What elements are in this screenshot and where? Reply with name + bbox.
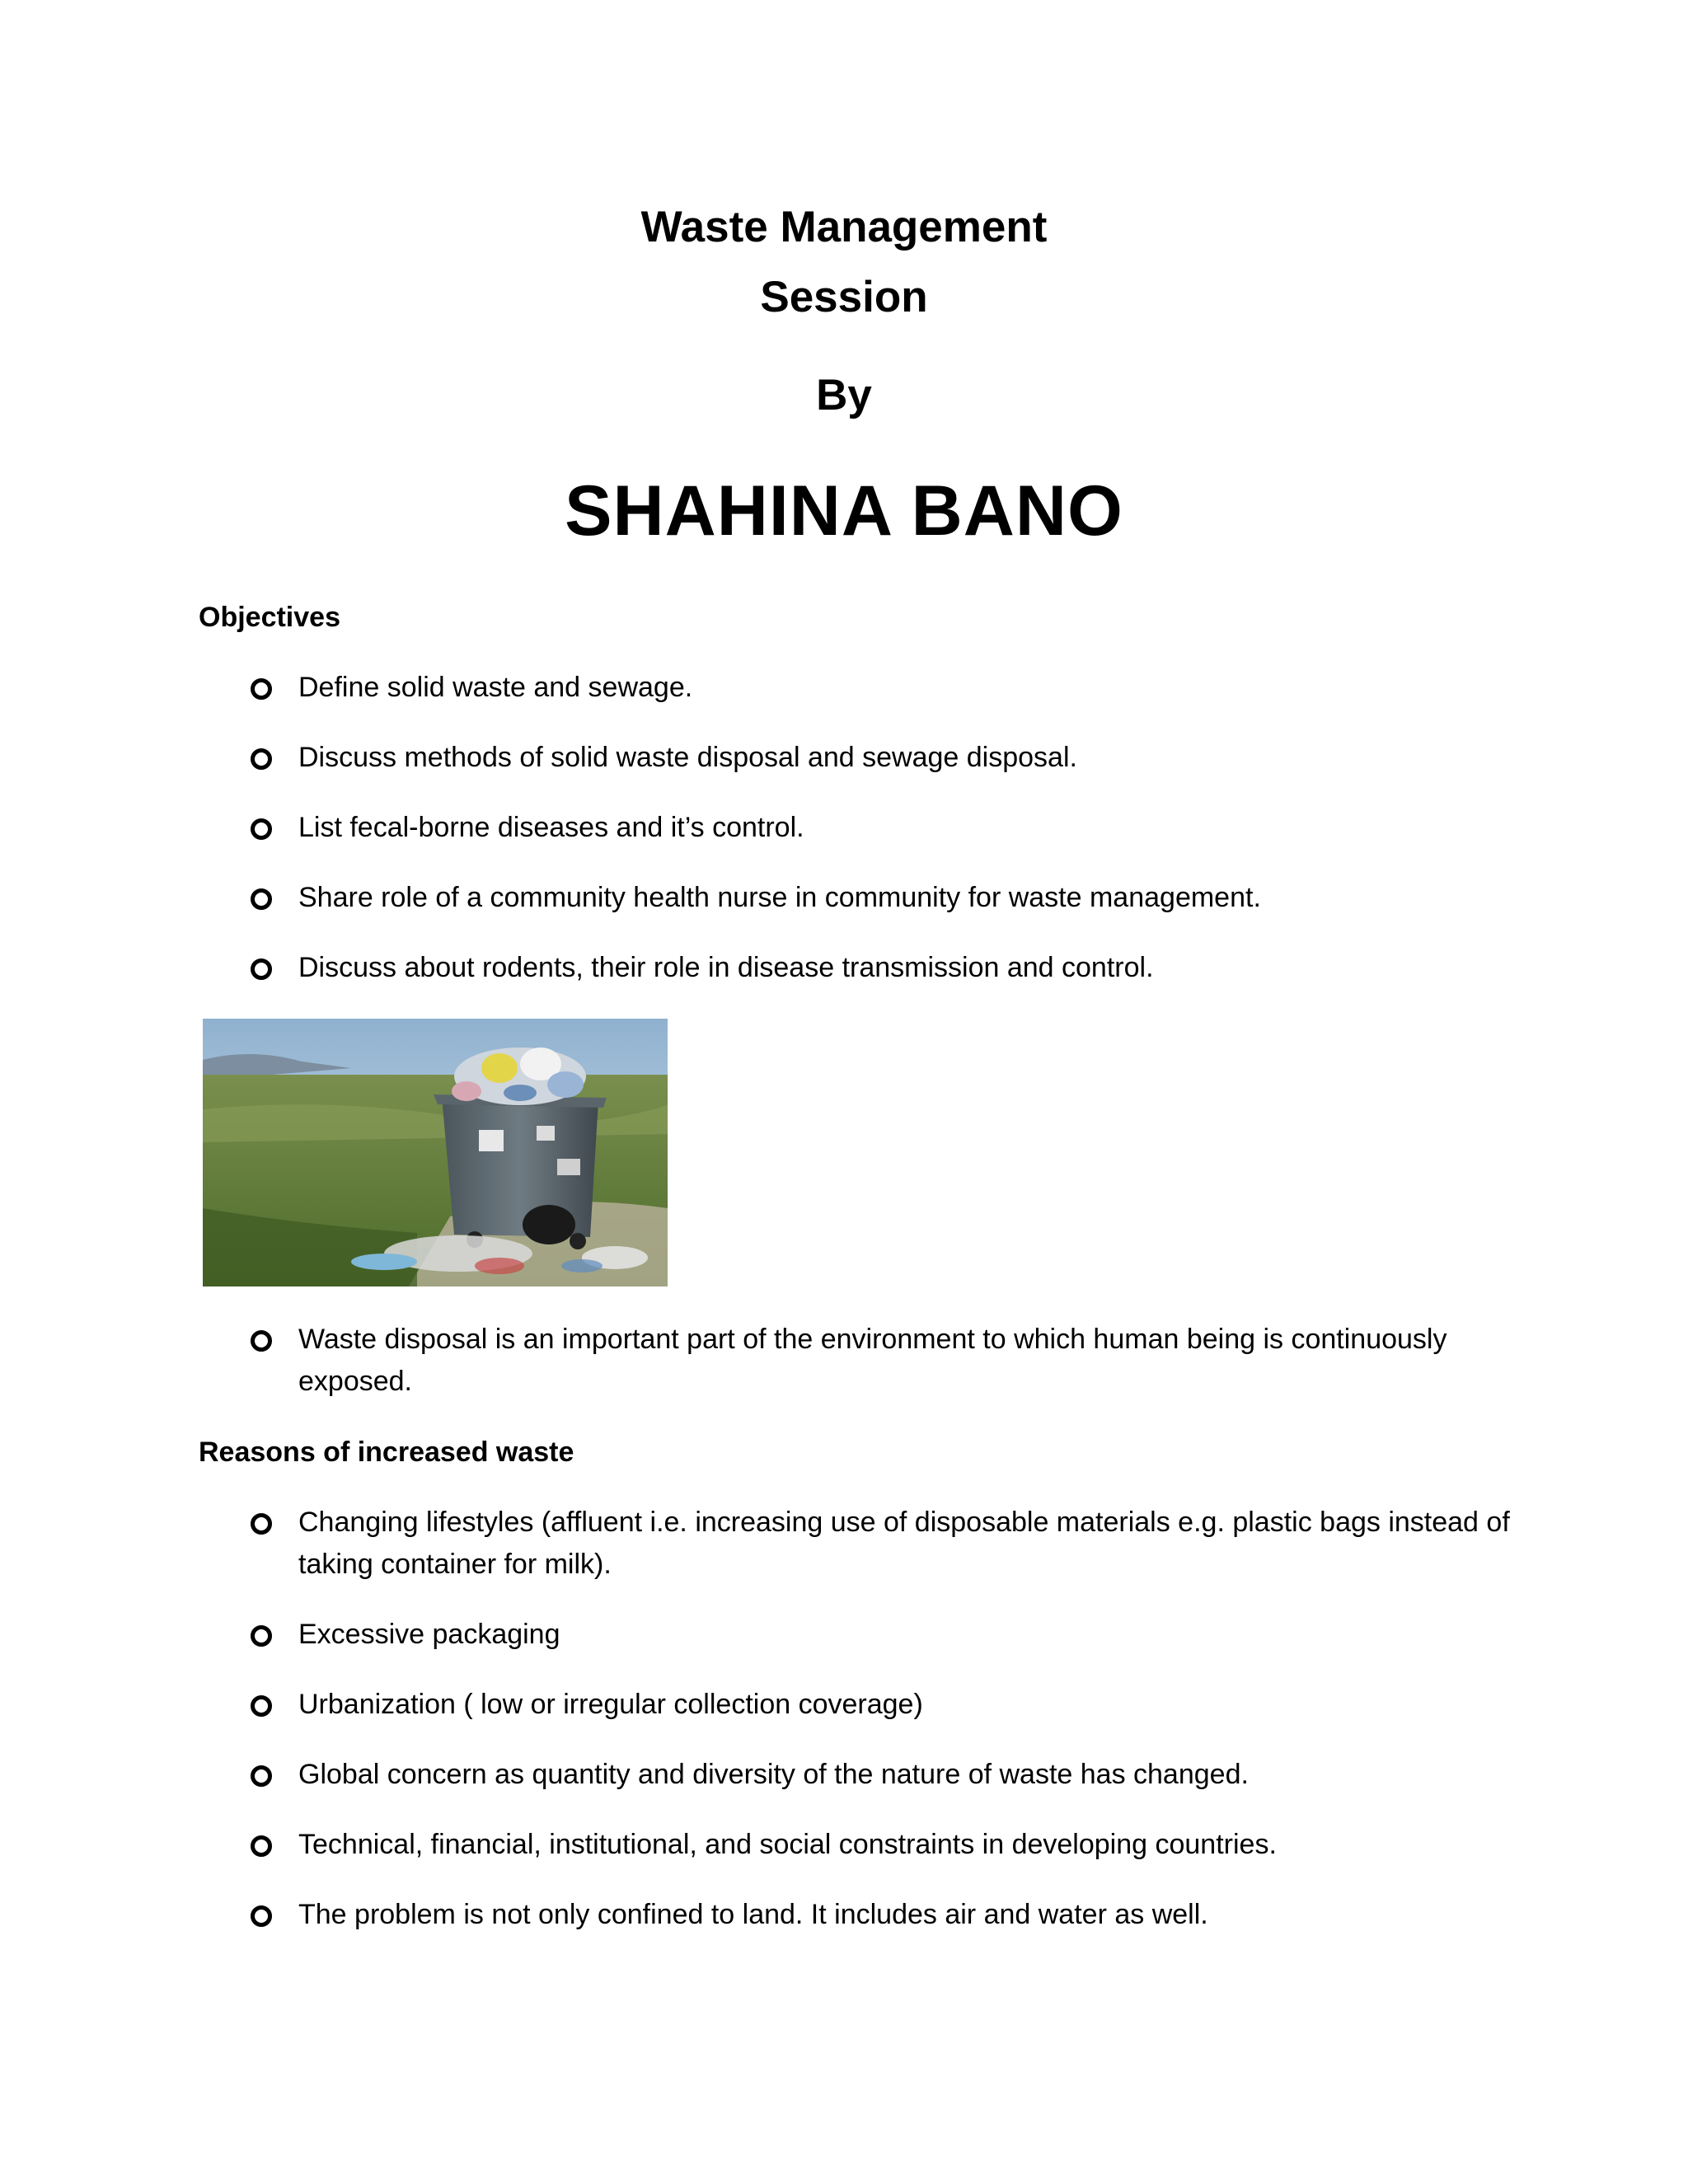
list-item-text: Changing lifestyles (affluent i.e. increasing use of disposable materials e.g. plastic bags instead of taking container for milk).: [298, 1507, 1510, 1580]
circle-bullet-icon: [251, 1765, 272, 1787]
list-item-text: Global concern as quantity and diversity of the nature of waste has changed.: [298, 1759, 1249, 1790]
list-item-text: Define solid waste and sewage.: [298, 672, 693, 703]
list-item: [247, 1824, 1533, 1866]
list-item: [247, 947, 1533, 989]
circle-bullet-icon: [251, 1835, 272, 1857]
list-item: [247, 807, 1533, 849]
list-item-text: The problem is not only confined to land. It includes air and water as well.: [298, 1899, 1208, 1930]
circle-bullet-icon: [251, 748, 272, 770]
list-item: [247, 1684, 1533, 1726]
list-item: [247, 1754, 1533, 1796]
circle-bullet-icon: [251, 1695, 272, 1717]
list-item-text: Technical, financial, institutional, and social constraints in developing countries.: [298, 1829, 1277, 1860]
circle-bullet-icon: [251, 818, 272, 840]
list-item: [247, 1614, 1533, 1656]
list-item-text: Share role of a community health nurse in community for waste management.: [298, 882, 1261, 913]
title-line-2: Session: [760, 273, 928, 321]
list-item: [247, 877, 1533, 919]
circle-bullet-icon: [251, 1330, 272, 1352]
circle-bullet-icon: [251, 1625, 272, 1647]
reasons-heading: Reasons of increased waste: [199, 1436, 574, 1468]
list-item-text: List fecal-borne diseases and it’s control.: [298, 812, 804, 843]
list-item: [247, 737, 1533, 779]
circle-bullet-icon: [251, 678, 272, 700]
intro-list: [247, 1319, 1533, 1403]
objectives-heading: Objectives: [199, 602, 340, 633]
byline: By: [816, 371, 872, 419]
title-line-1: Waste Management: [640, 203, 1048, 251]
list-item-text: Waste disposal is an important part of the environment to which human being is continuously exposed.: [298, 1324, 1447, 1397]
list-item-text: Discuss about rodents, their role in disease transmission and control.: [298, 952, 1154, 983]
list-item-text: Discuss methods of solid waste disposal and sewage disposal.: [298, 742, 1077, 773]
circle-bullet-icon: [251, 888, 272, 910]
list-item: [247, 667, 1533, 709]
list-item-text: Urbanization ( low or irregular collection coverage): [298, 1689, 923, 1720]
objectives-list: [247, 667, 1533, 1017]
list-item-text: Excessive packaging: [298, 1619, 560, 1650]
circle-bullet-icon: [251, 1905, 272, 1927]
list-item: [247, 1319, 1533, 1403]
circle-bullet-icon: [251, 1513, 272, 1535]
list-item: [247, 1894, 1533, 1936]
waste-bin-photo: [203, 1019, 668, 1286]
circle-bullet-icon: [251, 958, 272, 980]
author-name: SHAHINA BANO: [565, 471, 1123, 551]
reasons-list: [247, 1502, 1533, 1964]
list-item: [247, 1502, 1533, 1586]
